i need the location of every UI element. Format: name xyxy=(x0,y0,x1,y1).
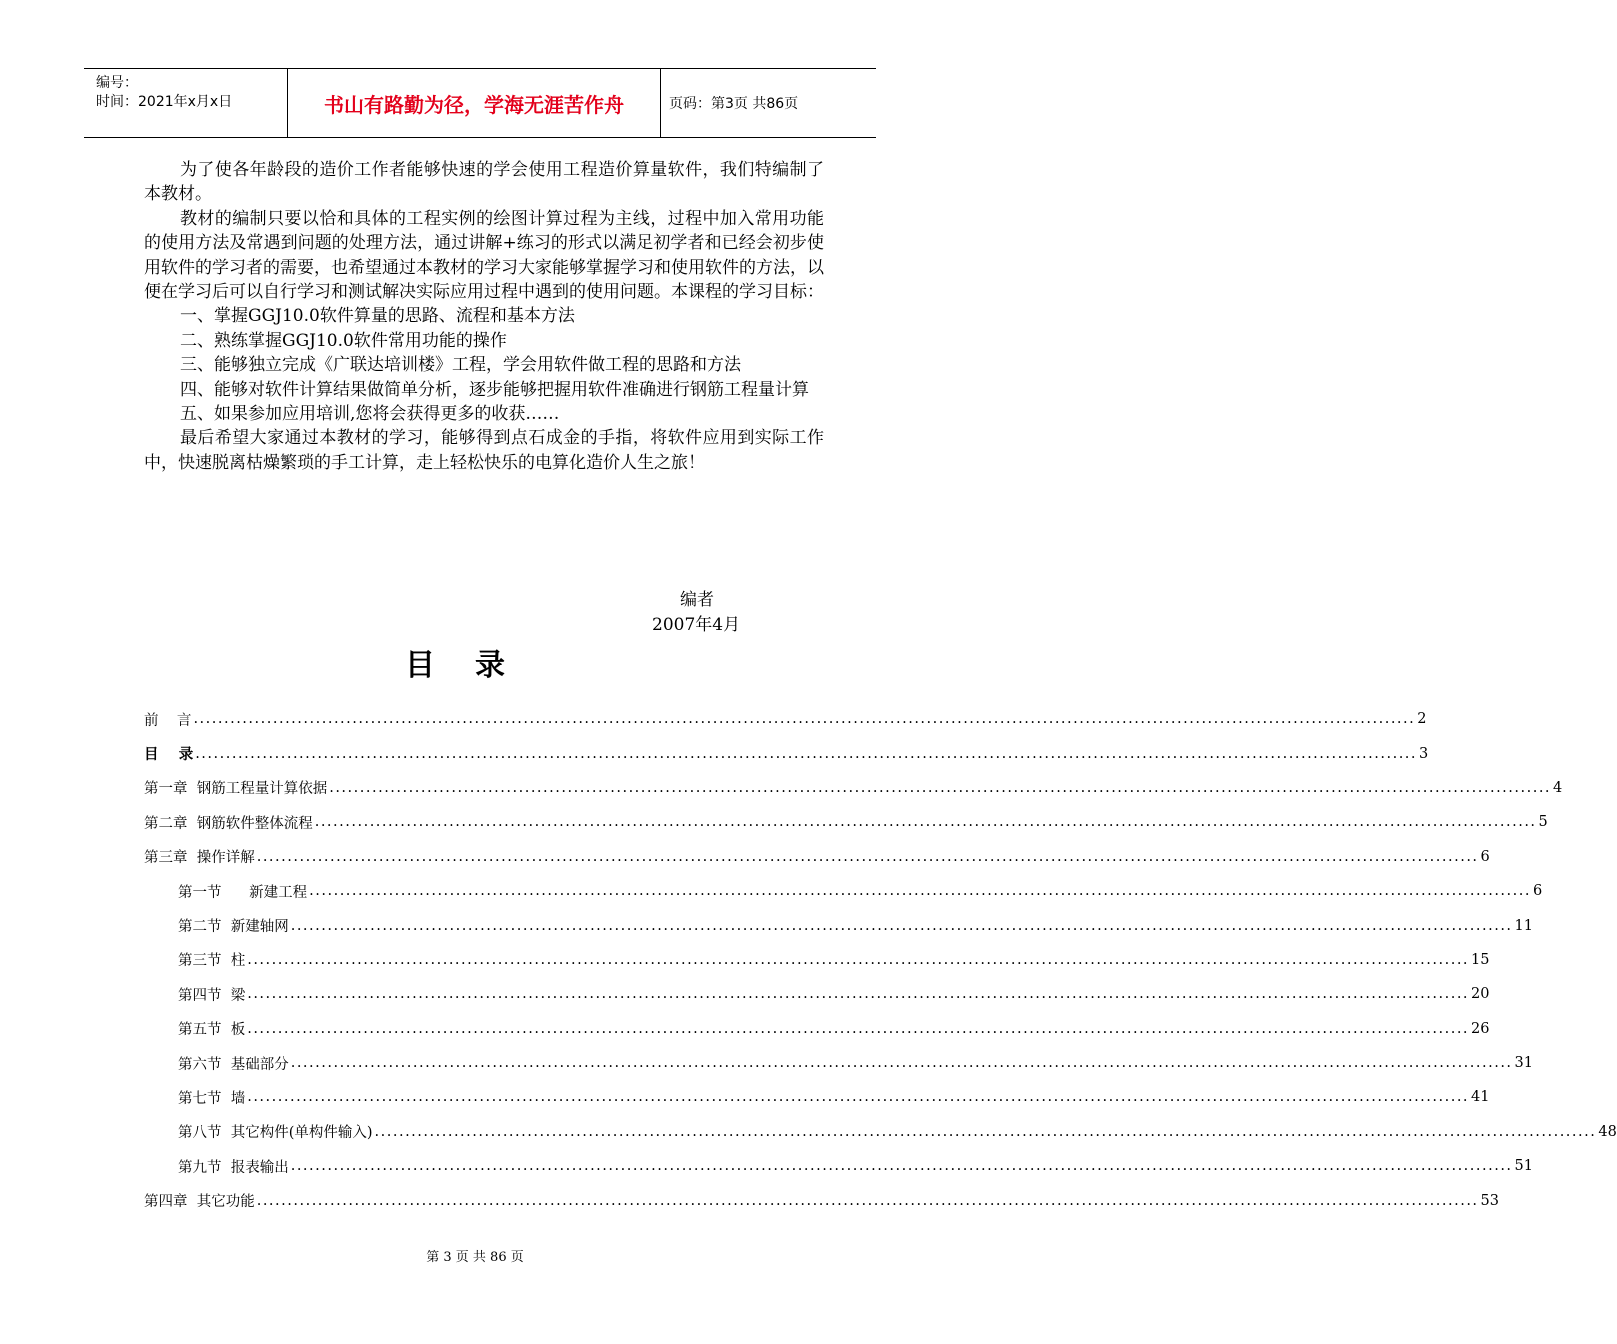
toc-entry[interactable] xyxy=(144,1012,1490,1046)
toc-entry-page: 26 xyxy=(1471,1020,1490,1037)
toc-leader: ........................................................................................................................................................................................................ xyxy=(247,1020,1470,1037)
toc-entry-title: 第五节 板 xyxy=(178,1022,246,1039)
toc-entry[interactable] xyxy=(144,1080,1490,1114)
toc-leader: ........................................................................................................................................................................................................ xyxy=(309,883,1531,900)
toc-entry-page: 4 xyxy=(1553,779,1563,796)
toc-entry[interactable] xyxy=(144,908,1533,942)
toc-entry-page: 31 xyxy=(1514,1055,1533,1072)
preface-paragraph-3: 最后希望大家通过本教材的学习，能够得到点石成金的手指，将软件应用到实际工作中，快速脱离枯燥繁琐的手工计算，走上轻松快乐的电算化造价人生之旅！ xyxy=(144,428,824,473)
author-signature: 编者 xyxy=(680,590,714,610)
preface-paragraph-2: 教材的编制只要以恰和具体的工程实例的绘图计算过程为主线，过程中加入常用功能的使用方法及常遇到问题的处理方法，通过讲解+练习的形式以满足初学者和已经会初步使用软件的学习者的需要，也希望通过本教材的学习大家能够掌握学习和使用软件的方法，以便在学习后可以自行学习和测试解决实际应用过程中遇到的使用问题。本课程的学习目标： xyxy=(144,208,824,303)
toc-leader: ........................................................................................................................................................................................................ xyxy=(290,1158,1513,1175)
toc-leader: ........................................................................................................................................................................................................ xyxy=(290,1055,1513,1072)
toc-entry-title: 第一章 钢筋工程量计算依据 xyxy=(144,781,328,798)
toc-entry-page: 41 xyxy=(1471,1089,1490,1106)
preface-body xyxy=(144,158,824,475)
toc-entry-page: 53 xyxy=(1480,1192,1499,1209)
toc-leader: ........................................................................................................................................................................................................ xyxy=(374,1123,1597,1140)
toc-entry-title: 第二章 钢筋软件整体流程 xyxy=(144,815,313,832)
toc-entry-title: 前 言 xyxy=(144,712,192,729)
toc-leader: ........................................................................................................................................................................................................ xyxy=(247,1089,1470,1106)
toc-entry[interactable] xyxy=(144,874,1543,908)
table-of-contents xyxy=(144,702,1617,1218)
page-footer: 第 3 页 共 86 页 xyxy=(426,1250,524,1265)
toc-entry-title: 第四节 梁 xyxy=(178,987,246,1004)
goal-item: 一、掌握GGJ10.0软件算量的思路、流程和基本方法 xyxy=(180,306,575,327)
toc-entry-title: 第九节 报表输出 xyxy=(178,1159,289,1176)
toc-entry-page: 6 xyxy=(1480,848,1490,865)
time-label: 时间：2021年x月x日 xyxy=(96,94,233,110)
toc-leader: ........................................................................................................................................................................................................ xyxy=(329,779,1552,796)
toc-entry-page: 15 xyxy=(1471,951,1490,968)
toc-entry-title: 目 录 xyxy=(144,746,194,764)
toc-leader: ........................................................................................................................................................................................................ xyxy=(193,711,1416,728)
toc-entry-page: 2 xyxy=(1417,711,1427,728)
toc-entry[interactable] xyxy=(144,805,1548,839)
toc-entry[interactable] xyxy=(144,1183,1499,1217)
toc-leader: ........................................................................................................................................................................................................ xyxy=(247,951,1470,968)
preface-paragraph-1: 为了使各年龄段的造价工作者能够快速的学会使用工程造价算量软件，我们特编制了本教材。 xyxy=(144,160,824,205)
toc-entry[interactable] xyxy=(144,943,1490,977)
header-motto: 书山有路勤为径，学海无涯苦作舟 xyxy=(324,92,624,117)
toc-entry-page: 51 xyxy=(1514,1158,1533,1175)
toc-entry[interactable] xyxy=(144,702,1427,736)
toc-entry-page: 48 xyxy=(1598,1123,1617,1140)
toc-entry[interactable] xyxy=(144,840,1490,874)
header-divider xyxy=(660,69,661,137)
toc-entry-page: 5 xyxy=(1538,814,1548,831)
toc-entry-title: 第二节 新建轴网 xyxy=(178,919,289,936)
goal-item: 三、能够独立完成《广联达培训楼》工程，学会用软件做工程的思路和方法 xyxy=(180,355,741,376)
goal-item: 四、能够对软件计算结果做简单分析，逐步能够把握用软件准确进行钢筋工程量计算 xyxy=(180,379,809,400)
toc-entry-page: 3 xyxy=(1419,745,1429,762)
toc-entry-title: 第三章 操作详解 xyxy=(144,850,255,867)
toc-entry-page: 11 xyxy=(1514,917,1533,934)
toc-entry-title: 第四章 其它功能 xyxy=(144,1194,255,1211)
toc-entry-title: 第一节 新建工程 xyxy=(178,884,308,901)
toc-leader: ........................................................................................................................................................................................................ xyxy=(314,814,1537,831)
toc-entry[interactable] xyxy=(144,736,1429,770)
toc-entry-title: 第三节 柱 xyxy=(178,953,246,970)
toc-leader: ........................................................................................................................................................................................................ xyxy=(247,986,1470,1003)
toc-leader: ........................................................................................................................................................................................................ xyxy=(256,848,1479,865)
toc-entry-title: 第七节 墙 xyxy=(178,1090,246,1107)
toc-entry-page: 6 xyxy=(1532,883,1543,900)
toc-leader: ........................................................................................................................................................................................................ xyxy=(290,917,1513,934)
page-header xyxy=(84,68,876,138)
toc-title: 目录 xyxy=(405,648,545,683)
toc-entry-title: 第六节 基础部分 xyxy=(178,1056,289,1073)
goal-item: 二、熟练掌握GGJ10.0软件常用功能的操作 xyxy=(180,330,507,351)
serial-label: 编号： xyxy=(96,75,138,91)
toc-entry[interactable] xyxy=(144,977,1490,1011)
toc-entry[interactable] xyxy=(144,1046,1533,1080)
toc-entry[interactable] xyxy=(144,1115,1617,1149)
toc-entry[interactable] xyxy=(144,771,1563,805)
goal-item: 五、如果参加应用培训,您将会获得更多的收获…… xyxy=(180,404,560,425)
author-date: 2007年4月 xyxy=(652,615,741,635)
toc-entry-page: 20 xyxy=(1471,986,1490,1003)
header-page-info: 页码：第3页 共86页 xyxy=(669,96,799,112)
toc-leader: ........................................................................................................................................................................................................ xyxy=(256,1192,1479,1209)
header-meta xyxy=(84,69,287,137)
toc-entry[interactable] xyxy=(144,1149,1533,1183)
toc-leader: ........................................................................................................................................................................................................ xyxy=(195,745,1418,762)
toc-entry-title: 第八节 其它构件(单构件输入) xyxy=(178,1125,373,1142)
